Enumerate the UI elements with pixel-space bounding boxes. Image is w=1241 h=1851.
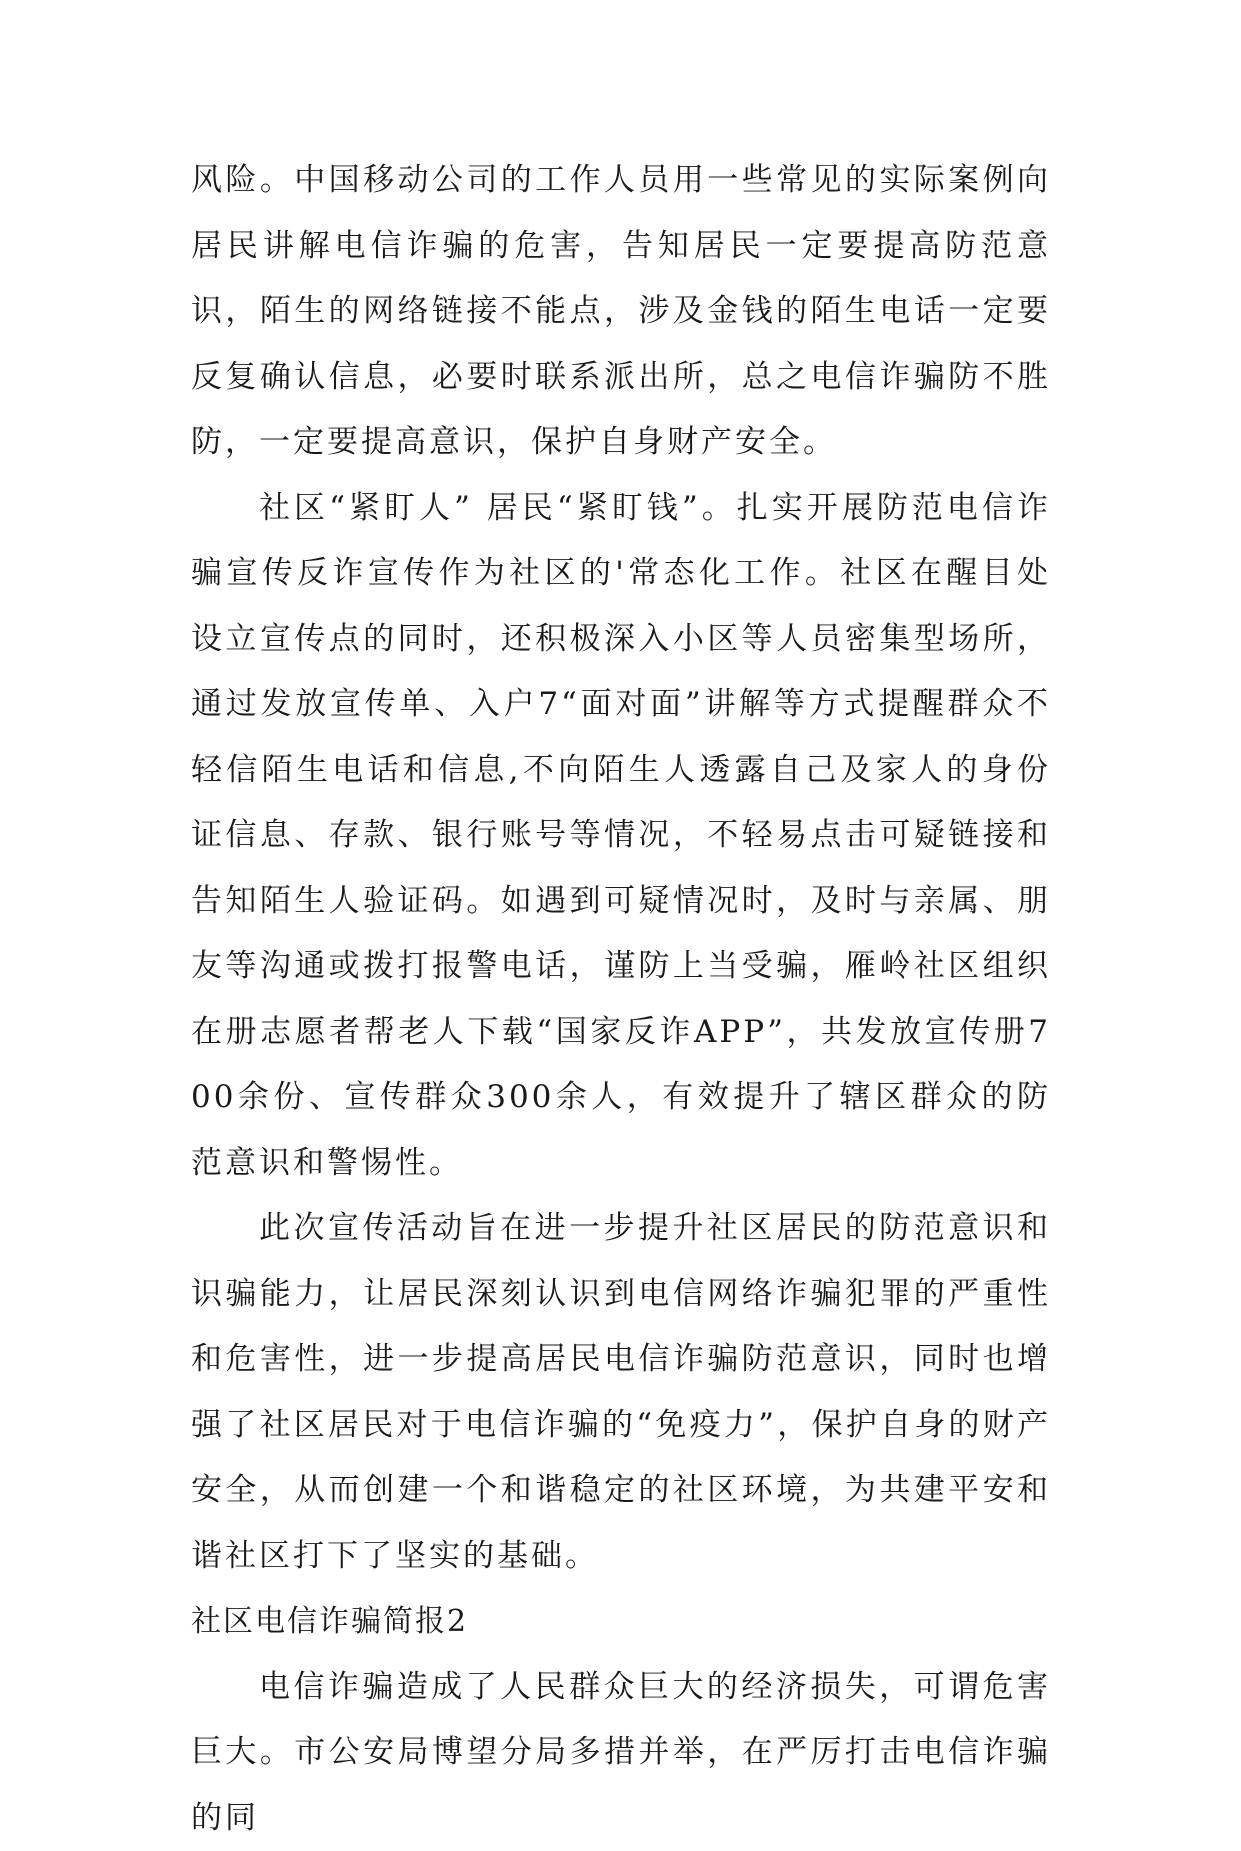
document-body (191, 148, 1051, 1851)
paragraph-campaign-purpose: 此次宣传活动旨在进一步提升社区居民的防范意识和识骗能力，让居民深刻认识到电信网络诈骗犯罪的严重性和危害性，进一步提高居民电信诈骗防范意识，同时也增强了社区居民对于电信诈骗的“免疫力”，保护自身的财产安全，从而创建一个和谐稳定的社区环境，为共建平安和谐社区打下了坚实的基础。 (191, 1196, 1051, 1589)
paragraph-police-measures: 电信诈骗造成了人民群众巨大的经济损失，可谓危害巨大。市公安局博望分局多措并举，在严厉打击电信诈骗的同 (191, 1655, 1051, 1851)
section-heading: 社区电信诈骗简报2 (191, 1589, 1051, 1655)
paragraph-community-watch: 社区“紧盯人” 居民“紧盯钱”。扎实开展防范电信诈骗宣传反诈宣传作为社区的'常态化工作。社区在醒目处设立宣传点的同时，还积极深入小区等人员密集型场所，通过发放宣传单、入户7“面对面”讲解等方式提醒群众不轻信陌生电话和信息,不向陌生人透露自己及家人的身份证信息、存款、银行账号等情况，不轻易点击可疑链接和告知陌生人验证码。如遇到可疑情况时，及时与亲属、朋友等沟通或拨打报警电话，谨防上当受骗，雁岭社区组织在册志愿者帮老人下载“国家反诈APP”，共发放宣传册700余份、宣传群众300余人，有效提升了辖区群众的防范意识和警惕性。 (191, 476, 1051, 1197)
paragraph-risk-explanation: 风险。中国移动公司的工作人员用一些常见的实际案例向居民讲解电信诈骗的危害，告知居民一定要提高防范意识，陌生的网络链接不能点，涉及金钱的陌生电话一定要反复确认信息，必要时联系派出所，总之电信诈骗防不胜防，一定要提高意识，保护自身财产安全。 (191, 148, 1051, 476)
